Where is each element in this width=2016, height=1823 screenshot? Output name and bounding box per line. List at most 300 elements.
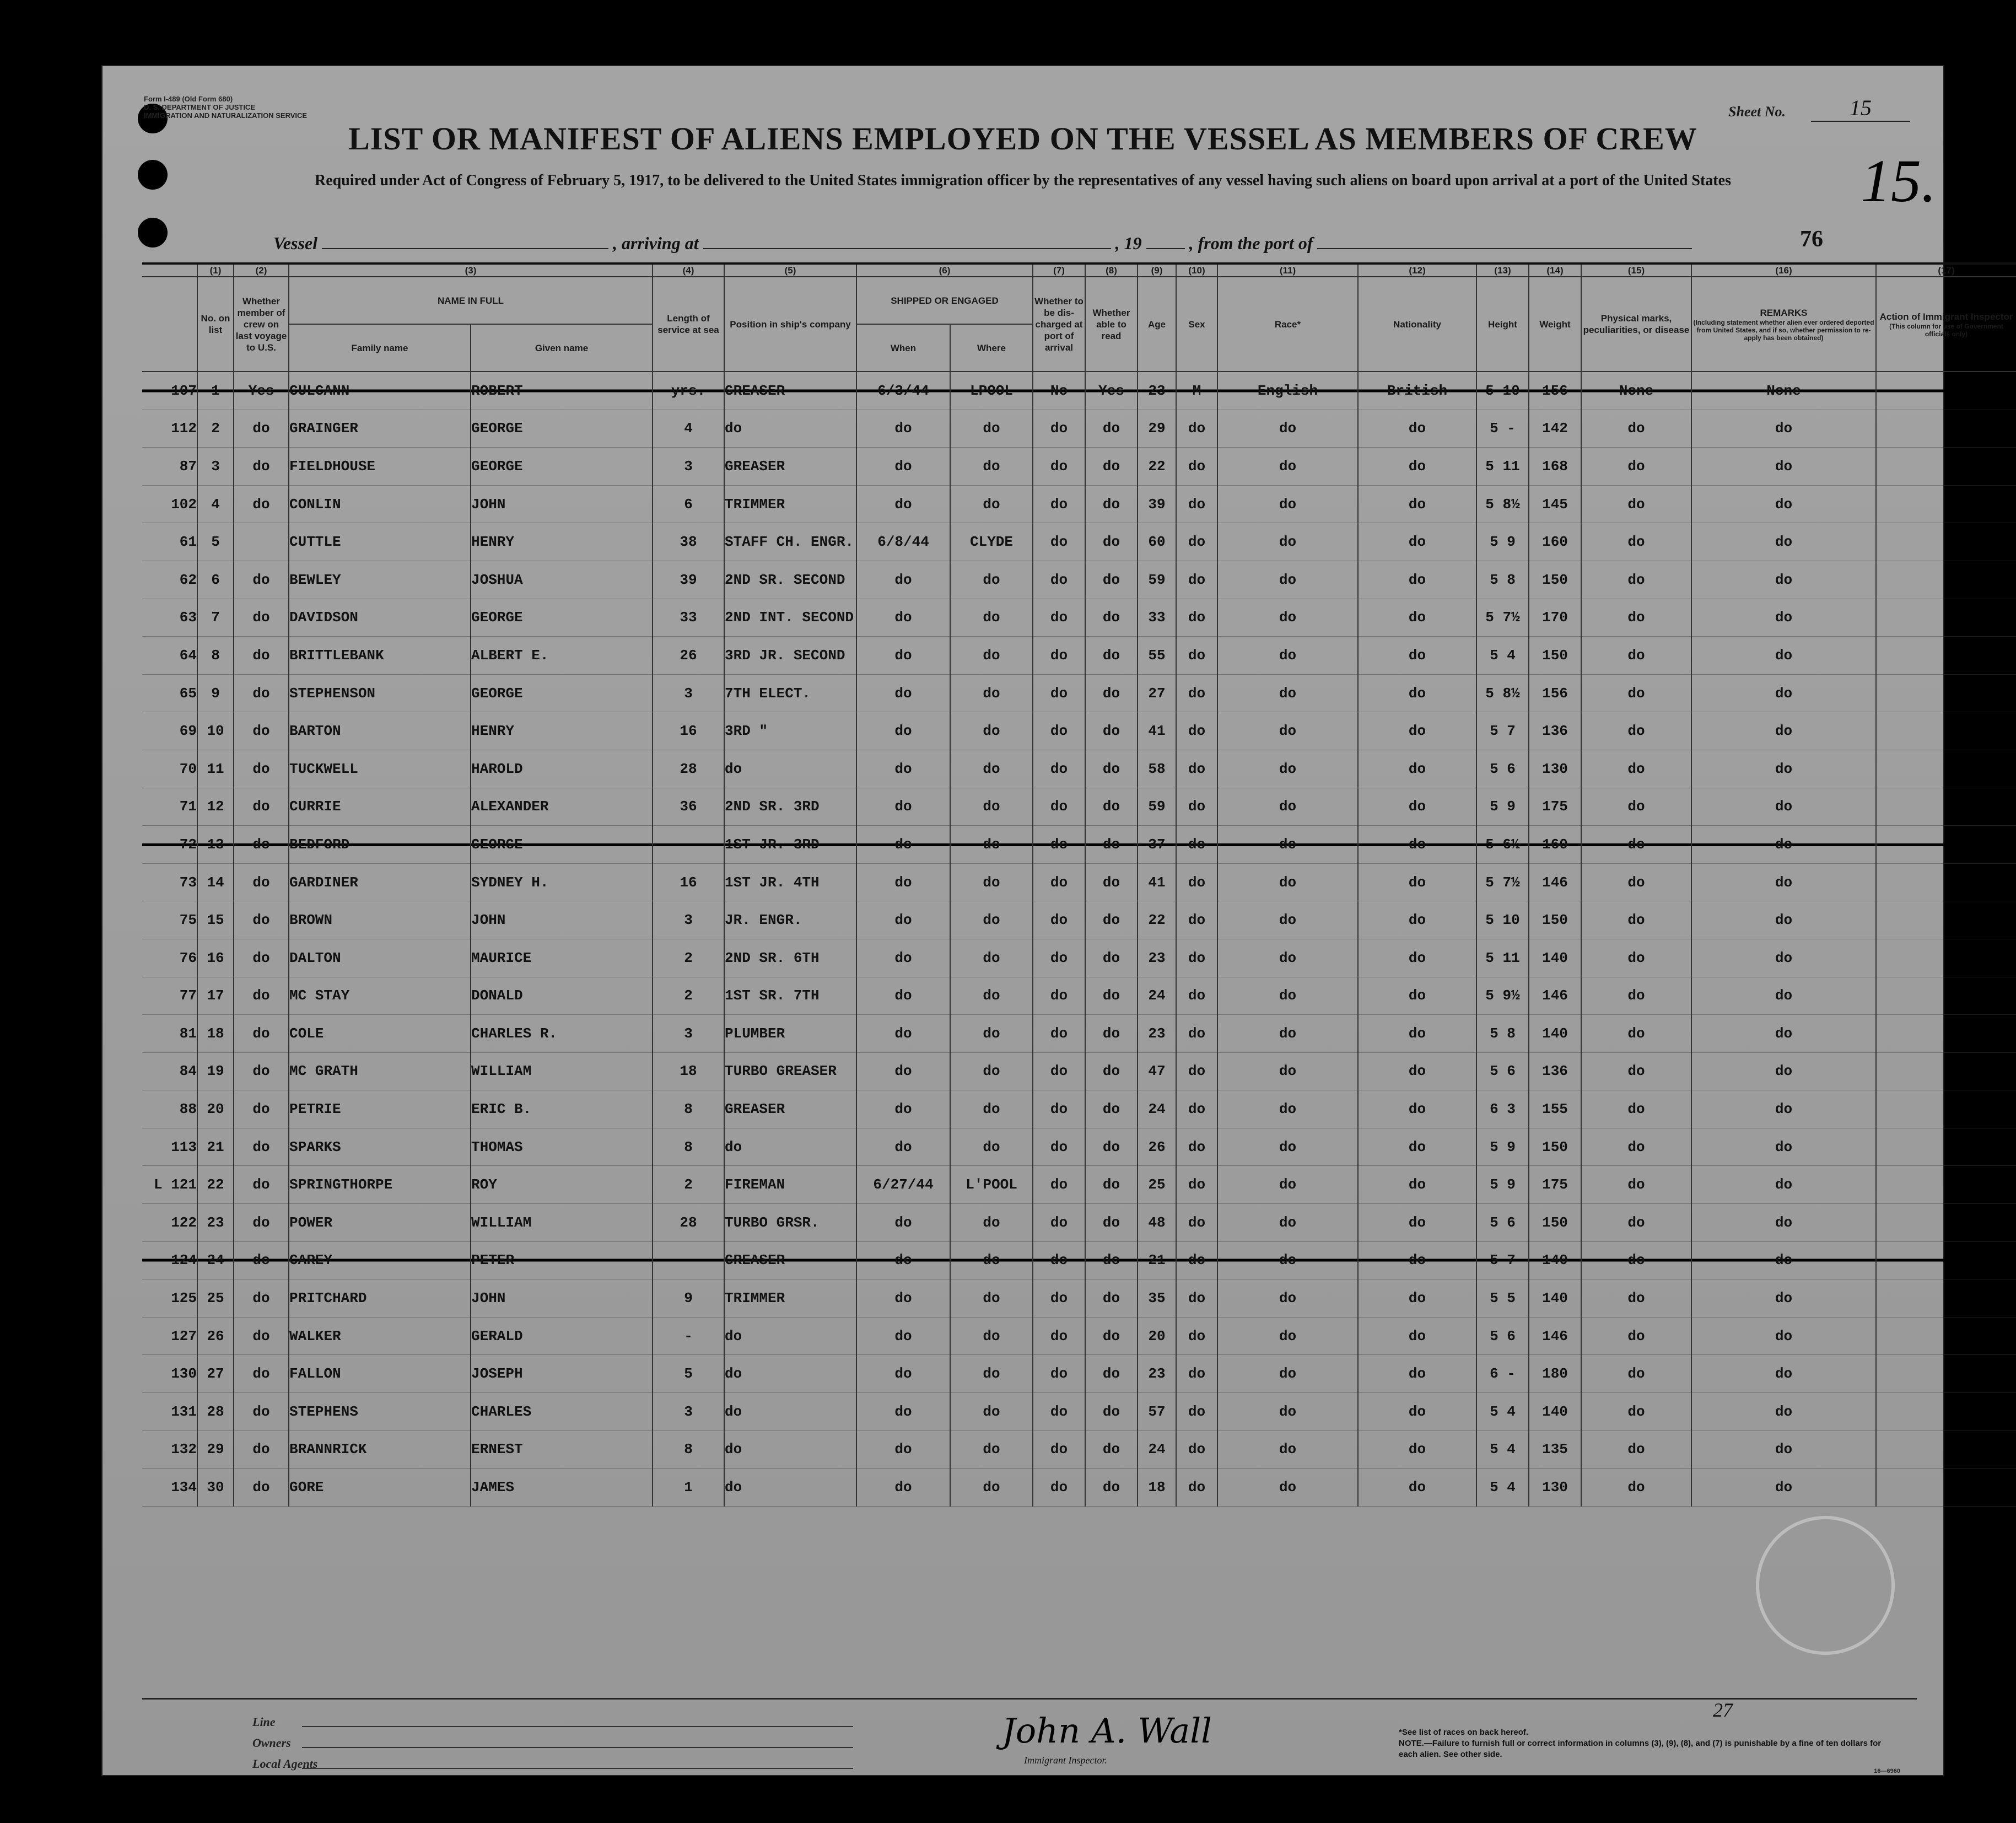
age-cell: 24 — [1138, 977, 1176, 1015]
department-text: U. S. DEPARTMENT OF JUSTICE — [144, 103, 255, 111]
shipped-when-cell: do — [856, 599, 950, 637]
sex-cell: do — [1176, 1469, 1217, 1507]
list-number-cell: 5 — [197, 523, 234, 561]
able-to-read-cell: do — [1085, 1355, 1138, 1393]
nationality-cell: do — [1358, 826, 1476, 864]
nationality-cell: do — [1358, 712, 1476, 750]
weight-cell: 168 — [1529, 448, 1581, 486]
crew-row — [142, 1128, 2016, 1166]
position-cell: do — [724, 410, 856, 448]
list-number-cell: 6 — [197, 561, 234, 599]
discharged-cell: do — [1033, 901, 1085, 939]
height-cell: 5 6½ — [1476, 826, 1529, 864]
races-note: *See list of races on back hereof. — [1399, 1728, 1529, 1737]
punch-hole — [138, 160, 168, 190]
height-cell: 5 4 — [1476, 637, 1529, 675]
physical-marks-cell: do — [1581, 1355, 1691, 1393]
crew-row — [142, 977, 2016, 1015]
height-cell: 5 10 — [1476, 901, 1529, 939]
crew-row — [142, 1317, 2016, 1355]
margin-number-cell: 88 — [142, 1090, 197, 1128]
sex-cell: do — [1176, 1355, 1217, 1393]
able-to-read-cell: do — [1085, 410, 1138, 448]
remarks-cell: do — [1691, 826, 1876, 864]
inspector-action-cell — [1876, 372, 2016, 410]
physical-marks-cell: do — [1581, 1279, 1691, 1317]
height-cell: 5 6 — [1476, 750, 1529, 788]
crew-row — [142, 1469, 2016, 1507]
action-note: (This column for use of Government officials only) — [1889, 322, 2003, 338]
shipped-when-cell: do — [856, 977, 950, 1015]
shipped-where-cell: do — [950, 1128, 1033, 1166]
race-cell: do — [1217, 1052, 1358, 1090]
family-name-cell: BROWN — [289, 901, 471, 939]
nationality-cell: do — [1358, 637, 1476, 675]
corner-number: 76 — [1800, 227, 1823, 252]
race-cell: do — [1217, 485, 1358, 523]
crew-row — [142, 863, 2016, 901]
shipped-when-cell: do — [856, 1128, 950, 1166]
nationality-cell: do — [1358, 561, 1476, 599]
given-name-cell: THOMAS — [471, 1128, 653, 1166]
shipped-where-cell: do — [950, 637, 1033, 675]
inspector-action-cell — [1876, 1355, 2016, 1393]
sex-cell: do — [1176, 1241, 1217, 1279]
weight-cell: 146 — [1529, 863, 1581, 901]
sex-cell: do — [1176, 1431, 1217, 1469]
length-of-service-cell: - — [653, 1317, 724, 1355]
length-of-service-cell: 4 — [653, 410, 724, 448]
position-cell: 2ND SR. SECOND — [724, 561, 856, 599]
margin-number-cell: 61 — [142, 523, 197, 561]
inspector-action-cell — [1876, 1015, 2016, 1053]
position-cell: TRIMMER — [724, 1279, 856, 1317]
position-cell: STAFF CH. ENGR. — [724, 523, 856, 561]
family-name-cell: POWER — [289, 1204, 471, 1242]
weight-cell: 160 — [1529, 826, 1581, 864]
race-cell: do — [1217, 788, 1358, 826]
height-cell: 5 11 — [1476, 448, 1529, 486]
nationality-cell: do — [1358, 674, 1476, 712]
length-of-service-cell: 2 — [653, 939, 724, 977]
shipped-where-cell: do — [950, 1015, 1033, 1053]
remarks-cell: do — [1691, 561, 1876, 599]
shipped-when-cell: do — [856, 1431, 950, 1469]
shipped-where-cell: do — [950, 901, 1033, 939]
list-number-cell: 3 — [197, 448, 234, 486]
given-name-cell: MAURICE — [471, 939, 653, 977]
race-cell: do — [1217, 561, 1358, 599]
margin-number-cell: 65 — [142, 674, 197, 712]
list-number-cell: 13 — [197, 826, 234, 864]
vessel-info-line — [273, 232, 1692, 254]
family-name-cell: STEPHENSON — [289, 674, 471, 712]
given-name-cell: HENRY — [471, 712, 653, 750]
crew-row — [142, 1090, 2016, 1128]
age-cell: 22 — [1138, 448, 1176, 486]
last-voyage-cell: do — [234, 939, 289, 977]
sex-cell: do — [1176, 1166, 1217, 1204]
height-cell: 5 9 — [1476, 788, 1529, 826]
shipped-when-cell: do — [856, 1015, 950, 1053]
height-cell: 5 7½ — [1476, 599, 1529, 637]
shipped-when-cell: do — [856, 637, 950, 675]
header-shipped: SHIPPED OR ENGAGED — [856, 277, 1033, 324]
header-discharged: Whether to be dis-charged at port of arrival — [1033, 277, 1085, 372]
given-name-cell: GEORGE — [471, 826, 653, 864]
height-cell: 5 7 — [1476, 712, 1529, 750]
physical-marks-cell: do — [1581, 1128, 1691, 1166]
physical-marks-cell: do — [1581, 674, 1691, 712]
list-number-cell: 25 — [197, 1279, 234, 1317]
remarks-cell: do — [1691, 1469, 1876, 1507]
weight-cell: 136 — [1529, 1052, 1581, 1090]
remarks-cell: do — [1691, 1204, 1876, 1242]
weight-cell: 150 — [1529, 1128, 1581, 1166]
family-name-cell: PRITCHARD — [289, 1279, 471, 1317]
column-number-row — [142, 263, 2016, 277]
remarks-cell: do — [1691, 410, 1876, 448]
race-cell: do — [1217, 523, 1358, 561]
nationality-cell: do — [1358, 750, 1476, 788]
length-of-service-cell: 6 — [653, 485, 724, 523]
sex-cell: do — [1176, 1204, 1217, 1242]
length-of-service-cell: 28 — [653, 750, 724, 788]
last-voyage-cell: do — [234, 1393, 289, 1431]
given-name-cell: ERIC B. — [471, 1090, 653, 1128]
margin-number-cell: 71 — [142, 788, 197, 826]
weight-cell: 175 — [1529, 788, 1581, 826]
family-name-cell: CUTTLE — [289, 523, 471, 561]
able-to-read-cell: do — [1085, 523, 1138, 561]
length-of-service-cell — [653, 826, 724, 864]
last-voyage-cell: do — [234, 1355, 289, 1393]
shipped-where-cell: do — [950, 410, 1033, 448]
header-position: Position in ship's company — [724, 277, 856, 372]
able-to-read-cell: do — [1085, 1090, 1138, 1128]
remarks-cell: do — [1691, 674, 1876, 712]
height-cell: 5 10 — [1476, 372, 1529, 410]
family-name-cell: CONLIN — [289, 485, 471, 523]
header-name-in-full: NAME IN FULL — [289, 277, 653, 324]
sex-cell: do — [1176, 561, 1217, 599]
discharged-cell: do — [1033, 410, 1085, 448]
given-name-cell: ROY — [471, 1166, 653, 1204]
physical-marks-cell: do — [1581, 1166, 1691, 1204]
crew-row — [142, 750, 2016, 788]
age-cell: 59 — [1138, 561, 1176, 599]
physical-marks-cell: do — [1581, 1393, 1691, 1431]
arriving-blank — [703, 232, 1111, 249]
given-name-cell: JOSHUA — [471, 561, 653, 599]
race-cell: do — [1217, 1241, 1358, 1279]
shipped-where-cell: do — [950, 1355, 1033, 1393]
last-voyage-cell: do — [234, 1052, 289, 1090]
last-voyage-cell: do — [234, 750, 289, 788]
nationality-cell: do — [1358, 1355, 1476, 1393]
given-name-cell: CHARLES R. — [471, 1015, 653, 1053]
age-cell: 25 — [1138, 1166, 1176, 1204]
last-voyage-cell: do — [234, 410, 289, 448]
able-to-read-cell: do — [1085, 1469, 1138, 1507]
shipped-where-cell: do — [950, 1090, 1033, 1128]
shipped-when-cell: do — [856, 788, 950, 826]
family-name-cell: GRAINGER — [289, 410, 471, 448]
list-number-cell: 20 — [197, 1090, 234, 1128]
weight-cell: 150 — [1529, 901, 1581, 939]
family-name-cell: GORE — [289, 1469, 471, 1507]
height-cell: 5 6 — [1476, 1052, 1529, 1090]
age-cell: 59 — [1138, 788, 1176, 826]
given-name-cell: DONALD — [471, 977, 653, 1015]
able-to-read-cell: do — [1085, 1128, 1138, 1166]
position-cell: JR. ENGR. — [724, 901, 856, 939]
list-number-cell: 21 — [197, 1128, 234, 1166]
nationality-cell: British — [1358, 372, 1476, 410]
position-cell: 1ST JR. 4TH — [724, 863, 856, 901]
physical-marks-cell: do — [1581, 939, 1691, 977]
inspector-action-cell — [1876, 561, 2016, 599]
given-name-cell: WILLIAM — [471, 1052, 653, 1090]
family-name-cell: BEDFORD — [289, 826, 471, 864]
given-name-cell: CHARLES — [471, 1393, 653, 1431]
race-cell: do — [1217, 1355, 1358, 1393]
given-name-cell: JOHN — [471, 1279, 653, 1317]
list-number-cell: 15 — [197, 901, 234, 939]
age-cell: 47 — [1138, 1052, 1176, 1090]
inspector-action-cell — [1876, 599, 2016, 637]
weight-cell: 140 — [1529, 1393, 1581, 1431]
position-cell: do — [724, 1317, 856, 1355]
position-cell: GREASER — [724, 448, 856, 486]
discharged-cell: do — [1033, 674, 1085, 712]
position-cell: 2ND SR. 3RD — [724, 788, 856, 826]
nationality-cell: do — [1358, 1241, 1476, 1279]
sex-cell: do — [1176, 1128, 1217, 1166]
able-to-read-cell: do — [1085, 1431, 1138, 1469]
race-cell: do — [1217, 863, 1358, 901]
discharged-cell: do — [1033, 712, 1085, 750]
header-where: Where — [950, 324, 1033, 372]
given-name-cell: WILLIAM — [471, 1204, 653, 1242]
position-cell: GREASER — [724, 372, 856, 410]
shipped-where-cell: L'POOL — [950, 1166, 1033, 1204]
shipped-where-cell: do — [950, 485, 1033, 523]
last-voyage-cell: do — [234, 1128, 289, 1166]
position-cell: 1ST SR. 7TH — [724, 977, 856, 1015]
nationality-cell: do — [1358, 1090, 1476, 1128]
agents-label: Local Agents — [252, 1757, 318, 1771]
inspector-action-cell — [1876, 448, 2016, 486]
last-voyage-cell: do — [234, 788, 289, 826]
sex-cell: do — [1176, 637, 1217, 675]
given-name-cell: JOSEPH — [471, 1355, 653, 1393]
weight-cell: 140 — [1529, 1279, 1581, 1317]
sex-cell: do — [1176, 1393, 1217, 1431]
able-to-read-cell: do — [1085, 448, 1138, 486]
discharged-cell: do — [1033, 1015, 1085, 1053]
line-rule — [302, 1726, 853, 1727]
form-number-text: Form I-489 (Old Form 680) — [144, 95, 233, 103]
given-name-cell: GEORGE — [471, 410, 653, 448]
list-number-cell: 7 — [197, 599, 234, 637]
inspector-action-cell — [1876, 1204, 2016, 1242]
position-cell: FIREMAN — [724, 1166, 856, 1204]
race-cell: do — [1217, 1431, 1358, 1469]
length-of-service-cell: 3 — [653, 901, 724, 939]
remarks-cell: do — [1691, 1128, 1876, 1166]
weight-cell: 146 — [1529, 1317, 1581, 1355]
col-number: (10) — [1176, 263, 1217, 277]
length-of-service-cell: 2 — [653, 1166, 724, 1204]
able-to-read-cell: do — [1085, 561, 1138, 599]
action-title: Action of Immigrant Inspector — [1879, 311, 2013, 322]
sex-cell: do — [1176, 863, 1217, 901]
age-cell: 23 — [1138, 939, 1176, 977]
header-last-voyage: Whether member of crew on last voyage to U.S. — [234, 277, 289, 372]
position-cell: do — [724, 1431, 856, 1469]
nationality-cell: do — [1358, 1393, 1476, 1431]
header-race: Race* — [1217, 277, 1358, 372]
discharged-cell: do — [1033, 1166, 1085, 1204]
col-number: (2) — [234, 263, 289, 277]
height-cell: 5 9 — [1476, 523, 1529, 561]
nationality-cell: do — [1358, 939, 1476, 977]
able-to-read-cell: do — [1085, 599, 1138, 637]
inspector-action-cell — [1876, 1241, 2016, 1279]
list-number-cell: 16 — [197, 939, 234, 977]
weight-cell: 150 — [1529, 561, 1581, 599]
discharged-cell: do — [1033, 1355, 1085, 1393]
weight-cell: 146 — [1529, 977, 1581, 1015]
physical-marks-cell: do — [1581, 410, 1691, 448]
list-number-cell: 14 — [197, 863, 234, 901]
discharged-cell: do — [1033, 977, 1085, 1015]
position-cell: 2ND INT. SECOND — [724, 599, 856, 637]
age-cell: 37 — [1138, 826, 1176, 864]
height-cell: 5 9 — [1476, 1166, 1529, 1204]
inspector-action-cell — [1876, 637, 2016, 675]
remarks-title: REMARKS — [1760, 307, 1808, 318]
physical-marks-cell: do — [1581, 599, 1691, 637]
race-cell: do — [1217, 712, 1358, 750]
inspector-action-cell — [1876, 750, 2016, 788]
col-number: (8) — [1085, 263, 1138, 277]
family-name-cell: FALLON — [289, 1355, 471, 1393]
margin-number-cell: 72 — [142, 826, 197, 864]
col-number: (13) — [1476, 263, 1529, 277]
col-number: (11) — [1217, 263, 1358, 277]
weight-cell: 140 — [1529, 1241, 1581, 1279]
inspector-action-cell — [1876, 1431, 2016, 1469]
length-of-service-cell: 3 — [653, 674, 724, 712]
shipped-when-cell: do — [856, 1393, 950, 1431]
failure-note: NOTE.—Failure to furnish full or correct information in columns (3), (9), (8), and (7) is punishable by a fine of ten dollars for each alien. See other side. — [1399, 1739, 1882, 1759]
height-cell: 6 3 — [1476, 1090, 1529, 1128]
last-voyage-cell: do — [234, 863, 289, 901]
inspector-action-cell — [1876, 863, 2016, 901]
family-name-cell: BEWLEY — [289, 561, 471, 599]
able-to-read-cell: do — [1085, 977, 1138, 1015]
remarks-cell: do — [1691, 1015, 1876, 1053]
punch-hole — [138, 218, 168, 248]
col-number: (1) — [197, 263, 234, 277]
length-of-service-cell: 1 — [653, 1469, 724, 1507]
discharged-cell: do — [1033, 788, 1085, 826]
margin-number-cell: 76 — [142, 939, 197, 977]
weight-cell: 145 — [1529, 485, 1581, 523]
shipped-when-cell: do — [856, 1355, 950, 1393]
race-cell: do — [1217, 1090, 1358, 1128]
last-voyage-cell: do — [234, 712, 289, 750]
port-blank — [1317, 232, 1692, 249]
col-number: (12) — [1358, 263, 1476, 277]
page-title: LIST OR MANIFEST OF ALIENS EMPLOYED ON THE VESSEL AS MEMBERS OF CREW — [348, 121, 1697, 157]
margin-number-cell: 77 — [142, 977, 197, 1015]
remarks-cell: do — [1691, 1317, 1876, 1355]
last-voyage-cell: do — [234, 1469, 289, 1507]
family-name-cell: MC STAY — [289, 977, 471, 1015]
header-sex: Sex — [1176, 277, 1217, 372]
inspector-action-cell — [1876, 1279, 2016, 1317]
crew-row — [142, 1355, 2016, 1393]
crew-row — [142, 901, 2016, 939]
weight-cell: 150 — [1529, 637, 1581, 675]
position-cell: TURBO GRSR. — [724, 1204, 856, 1242]
race-cell: do — [1217, 1128, 1358, 1166]
race-cell: do — [1217, 1204, 1358, 1242]
list-number-cell: 30 — [197, 1469, 234, 1507]
margin-number-cell: 124 — [142, 1241, 197, 1279]
remarks-cell: do — [1691, 1355, 1876, 1393]
remarks-cell: do — [1691, 1431, 1876, 1469]
shipped-when-cell: do — [856, 674, 950, 712]
shipped-when-cell: do — [856, 1241, 950, 1279]
family-name-cell: SPARKS — [289, 1128, 471, 1166]
nationality-cell: do — [1358, 1469, 1476, 1507]
shipped-where-cell: do — [950, 1241, 1033, 1279]
manifest-sheet — [103, 66, 2013, 1775]
crew-row — [142, 637, 2016, 675]
header-length-service: Length of service at sea — [653, 277, 724, 372]
sex-cell: do — [1176, 1317, 1217, 1355]
form-print-number: 16—6960 — [1874, 1768, 1900, 1774]
header-family-name: Family name — [289, 324, 471, 372]
col-number: (16) — [1691, 263, 1876, 277]
shipped-where-cell: do — [950, 674, 1033, 712]
shipped-when-cell: do — [856, 448, 950, 486]
weight-cell: 135 — [1529, 1431, 1581, 1469]
shipped-when-cell: do — [856, 1052, 950, 1090]
able-to-read-cell: do — [1085, 826, 1138, 864]
age-cell: 23 — [1138, 372, 1176, 410]
family-name-cell: DALTON — [289, 939, 471, 977]
sex-cell: do — [1176, 523, 1217, 561]
remarks-cell: None — [1691, 372, 1876, 410]
remarks-note: (Including statement whether alien ever ordered deported from United States, and if so, whether permission to re-apply has been obtained) — [1693, 318, 1874, 342]
family-name-cell: STEPHENS — [289, 1393, 471, 1431]
list-number-cell: 1 — [197, 372, 234, 410]
weight-cell: 150 — [1529, 1204, 1581, 1242]
race-cell: do — [1217, 1317, 1358, 1355]
given-name-cell: ROBERT — [471, 372, 653, 410]
family-name-cell: PETRIE — [289, 1090, 471, 1128]
weight-cell: 140 — [1529, 1015, 1581, 1053]
weight-cell: 175 — [1529, 1166, 1581, 1204]
length-of-service-cell: 38 — [653, 523, 724, 561]
sex-cell: do — [1176, 410, 1217, 448]
weight-cell: 142 — [1529, 410, 1581, 448]
